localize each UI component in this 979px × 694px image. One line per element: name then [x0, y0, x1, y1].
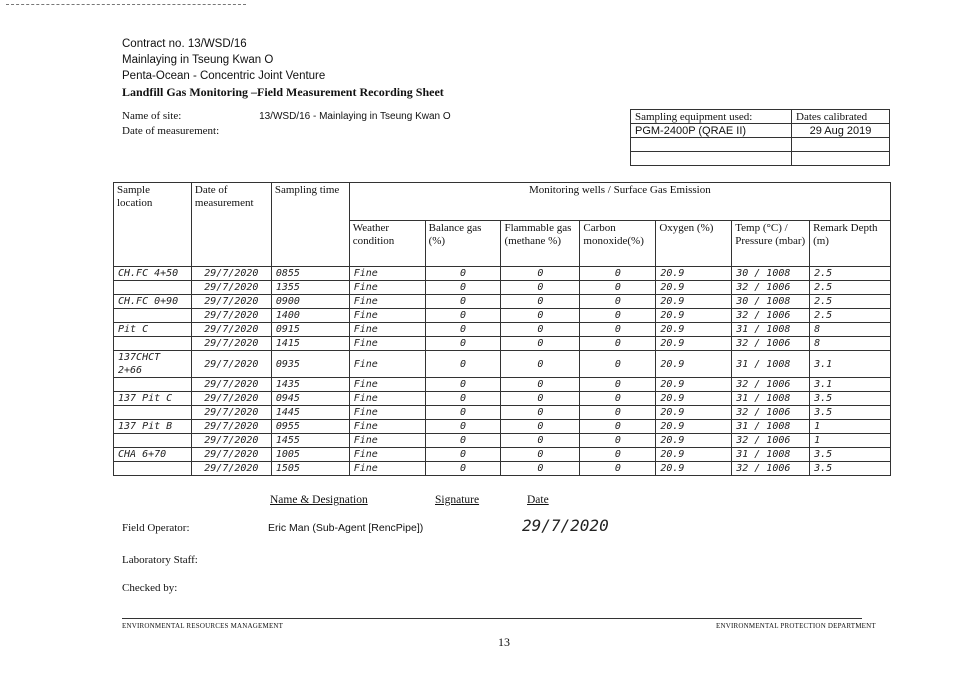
header-weather: Weather condition [349, 221, 425, 267]
date-heading: Date [527, 494, 549, 506]
row-carbon-monoxide: 0 [580, 295, 656, 309]
row-carbon-monoxide: 0 [580, 323, 656, 337]
row-time: 1455 [271, 434, 349, 448]
row-remark-depth: 3.5 [810, 462, 891, 476]
measurement-table [113, 182, 891, 476]
row-balance-gas: 0 [425, 351, 501, 378]
header-oxygen: Oxygen (%) [656, 221, 732, 267]
row-location [114, 309, 192, 323]
row-carbon-monoxide: 0 [580, 462, 656, 476]
row-oxygen: 20.9 [656, 281, 732, 295]
row-weather: Fine [349, 309, 425, 323]
name-designation-heading: Name & Designation [270, 494, 368, 506]
row-oxygen: 20.9 [656, 462, 732, 476]
row-time: 1005 [271, 448, 349, 462]
row-oxygen: 20.9 [656, 337, 732, 351]
row-carbon-monoxide: 0 [580, 351, 656, 378]
row-weather: Fine [349, 337, 425, 351]
row-time: 1400 [271, 309, 349, 323]
row-carbon-monoxide: 0 [580, 406, 656, 420]
equipment-table [630, 109, 890, 166]
row-balance-gas: 0 [425, 406, 501, 420]
row-date: 29/7/2020 [191, 337, 271, 351]
row-date: 29/7/2020 [191, 351, 271, 378]
row-location: CH.FC 4+50 [114, 267, 192, 281]
row-oxygen: 20.9 [656, 406, 732, 420]
row-temp-pressure: 32 / 1006 [732, 462, 810, 476]
row-carbon-monoxide: 0 [580, 309, 656, 323]
row-location [114, 462, 192, 476]
row-temp-pressure: 30 / 1008 [732, 267, 810, 281]
row-temp-pressure: 32 / 1006 [732, 406, 810, 420]
row-remark-depth: 2.5 [810, 281, 891, 295]
table-row [114, 406, 891, 420]
row-location: Pit C [114, 323, 192, 337]
row-temp-pressure: 31 / 1008 [732, 420, 810, 434]
row-weather: Fine [349, 267, 425, 281]
row-flammable-gas: 0 [501, 309, 580, 323]
table-row [114, 378, 891, 392]
laboratory-staff-label: Laboratory Staff: [122, 554, 198, 566]
row-weather: Fine [349, 420, 425, 434]
row-location [114, 406, 192, 420]
row-temp-pressure: 32 / 1006 [732, 434, 810, 448]
row-remark-depth: 3.5 [810, 448, 891, 462]
field-operator-name: Eric Man (Sub-Agent [RencPipe]) [268, 522, 424, 534]
row-remark-depth: 2.5 [810, 295, 891, 309]
footer-right-text: ENVIRONMENTAL PROTECTION DEPARTMENT [716, 622, 876, 630]
row-oxygen: 20.9 [656, 351, 732, 378]
header-flammable-gas: Flammable gas (methane %) [501, 221, 580, 267]
row-flammable-gas: 0 [501, 337, 580, 351]
row-carbon-monoxide: 0 [580, 434, 656, 448]
row-balance-gas: 0 [425, 323, 501, 337]
row-temp-pressure: 32 / 1006 [732, 337, 810, 351]
row-location: 137 Pit B [114, 420, 192, 434]
sheet-title: Landfill Gas Monitoring –Field Measurement Recording Sheet [122, 85, 444, 99]
row-balance-gas: 0 [425, 337, 501, 351]
row-weather: Fine [349, 462, 425, 476]
row-flammable-gas: 0 [501, 462, 580, 476]
row-time: 1355 [271, 281, 349, 295]
table-row [114, 462, 891, 476]
row-time: 0915 [271, 323, 349, 337]
row-date: 29/7/2020 [191, 434, 271, 448]
row-date: 29/7/2020 [191, 406, 271, 420]
row-temp-pressure: 30 / 1008 [732, 295, 810, 309]
footer-left-text: ENVIRONMENTAL RESOURCES MANAGEMENT [122, 622, 284, 630]
table-row [114, 351, 891, 378]
equipment-cell [631, 138, 792, 152]
checked-by-label: Checked by: [122, 582, 178, 594]
row-weather: Fine [349, 351, 425, 378]
row-weather: Fine [349, 406, 425, 420]
row-oxygen: 20.9 [656, 295, 732, 309]
row-balance-gas: 0 [425, 434, 501, 448]
row-carbon-monoxide: 0 [580, 420, 656, 434]
table-row [114, 448, 891, 462]
row-location [114, 378, 192, 392]
row-carbon-monoxide: 0 [580, 378, 656, 392]
signature-heading: Signature [435, 494, 480, 506]
row-remark-depth: 2.5 [810, 309, 891, 323]
row-oxygen: 20.9 [656, 434, 732, 448]
equipment-cell: PGM-2400P (QRAE II) [631, 124, 792, 138]
row-location: 137 Pit C [114, 392, 192, 406]
header-sampling-time: Sampling time [271, 183, 349, 267]
document-header [122, 36, 444, 100]
header-temp-pressure: Temp (°C) / Pressure (mbar) [732, 221, 810, 267]
header-sample-location: Sample location [114, 183, 192, 267]
table-row [114, 392, 891, 406]
contract-number: Contract no. 13/WSD/16 [122, 38, 247, 50]
row-time: 0900 [271, 295, 349, 309]
row-date: 29/7/2020 [191, 267, 271, 281]
row-temp-pressure: 31 / 1008 [732, 323, 810, 337]
row-balance-gas: 0 [425, 295, 501, 309]
site-name-value: 13/WSD/16 - Mainlaying in Tseung Kwan O [259, 111, 451, 122]
row-oxygen: 20.9 [656, 323, 732, 337]
top-scan-rule [6, 4, 246, 5]
row-flammable-gas: 0 [501, 295, 580, 309]
row-oxygen: 20.9 [656, 309, 732, 323]
row-temp-pressure: 32 / 1006 [732, 281, 810, 295]
row-balance-gas: 0 [425, 462, 501, 476]
row-date: 29/7/2020 [191, 392, 271, 406]
row-oxygen: 20.9 [656, 392, 732, 406]
row-remark-depth: 3.5 [810, 406, 891, 420]
row-flammable-gas: 0 [501, 351, 580, 378]
header-date-of-measurement: Date of measurement [191, 183, 271, 267]
row-remark-depth: 3.5 [810, 392, 891, 406]
row-weather: Fine [349, 378, 425, 392]
row-balance-gas: 0 [425, 448, 501, 462]
table-row [114, 434, 891, 448]
row-remark-depth: 2.5 [810, 267, 891, 281]
row-remark-depth: 1 [810, 420, 891, 434]
row-carbon-monoxide: 0 [580, 337, 656, 351]
header-balance-gas: Balance gas (%) [425, 221, 501, 267]
row-balance-gas: 0 [425, 309, 501, 323]
row-location: CH.FC 0+90 [114, 295, 192, 309]
row-oxygen: 20.9 [656, 420, 732, 434]
row-flammable-gas: 0 [501, 448, 580, 462]
row-flammable-gas: 0 [501, 392, 580, 406]
row-date: 29/7/2020 [191, 295, 271, 309]
field-operator-date: 29/7/2020 [522, 516, 609, 535]
table-row [114, 420, 891, 434]
row-flammable-gas: 0 [501, 281, 580, 295]
row-oxygen: 20.9 [656, 267, 732, 281]
row-location: CHA 6+70 [114, 448, 192, 462]
row-location: 137CHCT 2+66 [114, 351, 192, 378]
row-time: 1445 [271, 406, 349, 420]
table-row [114, 295, 891, 309]
row-carbon-monoxide: 0 [580, 267, 656, 281]
row-remark-depth: 1 [810, 434, 891, 448]
row-date: 29/7/2020 [191, 462, 271, 476]
row-temp-pressure: 31 / 1008 [732, 351, 810, 378]
calibrated-header: Dates calibrated [792, 110, 890, 124]
row-balance-gas: 0 [425, 281, 501, 295]
row-time: 0855 [271, 267, 349, 281]
row-flammable-gas: 0 [501, 434, 580, 448]
row-carbon-monoxide: 0 [580, 392, 656, 406]
table-row [114, 323, 891, 337]
row-time: 1415 [271, 337, 349, 351]
row-weather: Fine [349, 392, 425, 406]
header-monitoring-group: Monitoring wells / Surface Gas Emission [349, 183, 890, 221]
footer-rule [122, 618, 862, 619]
header-remark-depth: Remark Depth (m) [810, 221, 891, 267]
measurement-date-label: Date of measurement: [122, 125, 220, 137]
site-info [122, 109, 451, 138]
row-carbon-monoxide: 0 [580, 281, 656, 295]
row-date: 29/7/2020 [191, 323, 271, 337]
equipment-cell [631, 152, 792, 166]
row-location [114, 337, 192, 351]
row-temp-pressure: 32 / 1006 [732, 309, 810, 323]
row-location [114, 434, 192, 448]
header-carbon-monoxide: Carbon monoxide(%) [580, 221, 656, 267]
row-remark-depth: 3.1 [810, 378, 891, 392]
row-oxygen: 20.9 [656, 448, 732, 462]
row-balance-gas: 0 [425, 378, 501, 392]
equipment-header: Sampling equipment used: [631, 110, 792, 124]
project-name: Mainlaying in Tseung Kwan O [122, 54, 274, 66]
row-time: 0955 [271, 420, 349, 434]
row-flammable-gas: 0 [501, 378, 580, 392]
row-date: 29/7/2020 [191, 378, 271, 392]
row-remark-depth: 3.1 [810, 351, 891, 378]
row-balance-gas: 0 [425, 267, 501, 281]
row-time: 1435 [271, 378, 349, 392]
row-balance-gas: 0 [425, 392, 501, 406]
row-balance-gas: 0 [425, 420, 501, 434]
row-temp-pressure: 32 / 1006 [732, 378, 810, 392]
field-operator-label: Field Operator: [122, 522, 190, 534]
calibrated-cell [792, 138, 890, 152]
row-time: 0945 [271, 392, 349, 406]
row-remark-depth: 8 [810, 323, 891, 337]
table-row [114, 267, 891, 281]
row-weather: Fine [349, 323, 425, 337]
row-weather: Fine [349, 295, 425, 309]
row-date: 29/7/2020 [191, 281, 271, 295]
row-date: 29/7/2020 [191, 420, 271, 434]
row-oxygen: 20.9 [656, 378, 732, 392]
row-location [114, 281, 192, 295]
row-date: 29/7/2020 [191, 448, 271, 462]
row-flammable-gas: 0 [501, 406, 580, 420]
calibrated-cell: 29 Aug 2019 [792, 124, 890, 138]
row-weather: Fine [349, 281, 425, 295]
calibrated-cell [792, 152, 890, 166]
row-weather: Fine [349, 448, 425, 462]
row-flammable-gas: 0 [501, 323, 580, 337]
table-row [114, 337, 891, 351]
row-flammable-gas: 0 [501, 420, 580, 434]
row-weather: Fine [349, 434, 425, 448]
row-time: 1505 [271, 462, 349, 476]
row-temp-pressure: 31 / 1008 [732, 448, 810, 462]
site-name-label: Name of site: [122, 110, 182, 122]
row-time: 0935 [271, 351, 349, 378]
contractor-name: Penta-Ocean - Concentric Joint Venture [122, 70, 326, 82]
row-carbon-monoxide: 0 [580, 448, 656, 462]
row-flammable-gas: 0 [501, 267, 580, 281]
row-date: 29/7/2020 [191, 309, 271, 323]
row-temp-pressure: 31 / 1008 [732, 392, 810, 406]
row-remark-depth: 8 [810, 337, 891, 351]
table-row [114, 281, 891, 295]
table-row [114, 309, 891, 323]
page-number: 13 [498, 635, 510, 649]
